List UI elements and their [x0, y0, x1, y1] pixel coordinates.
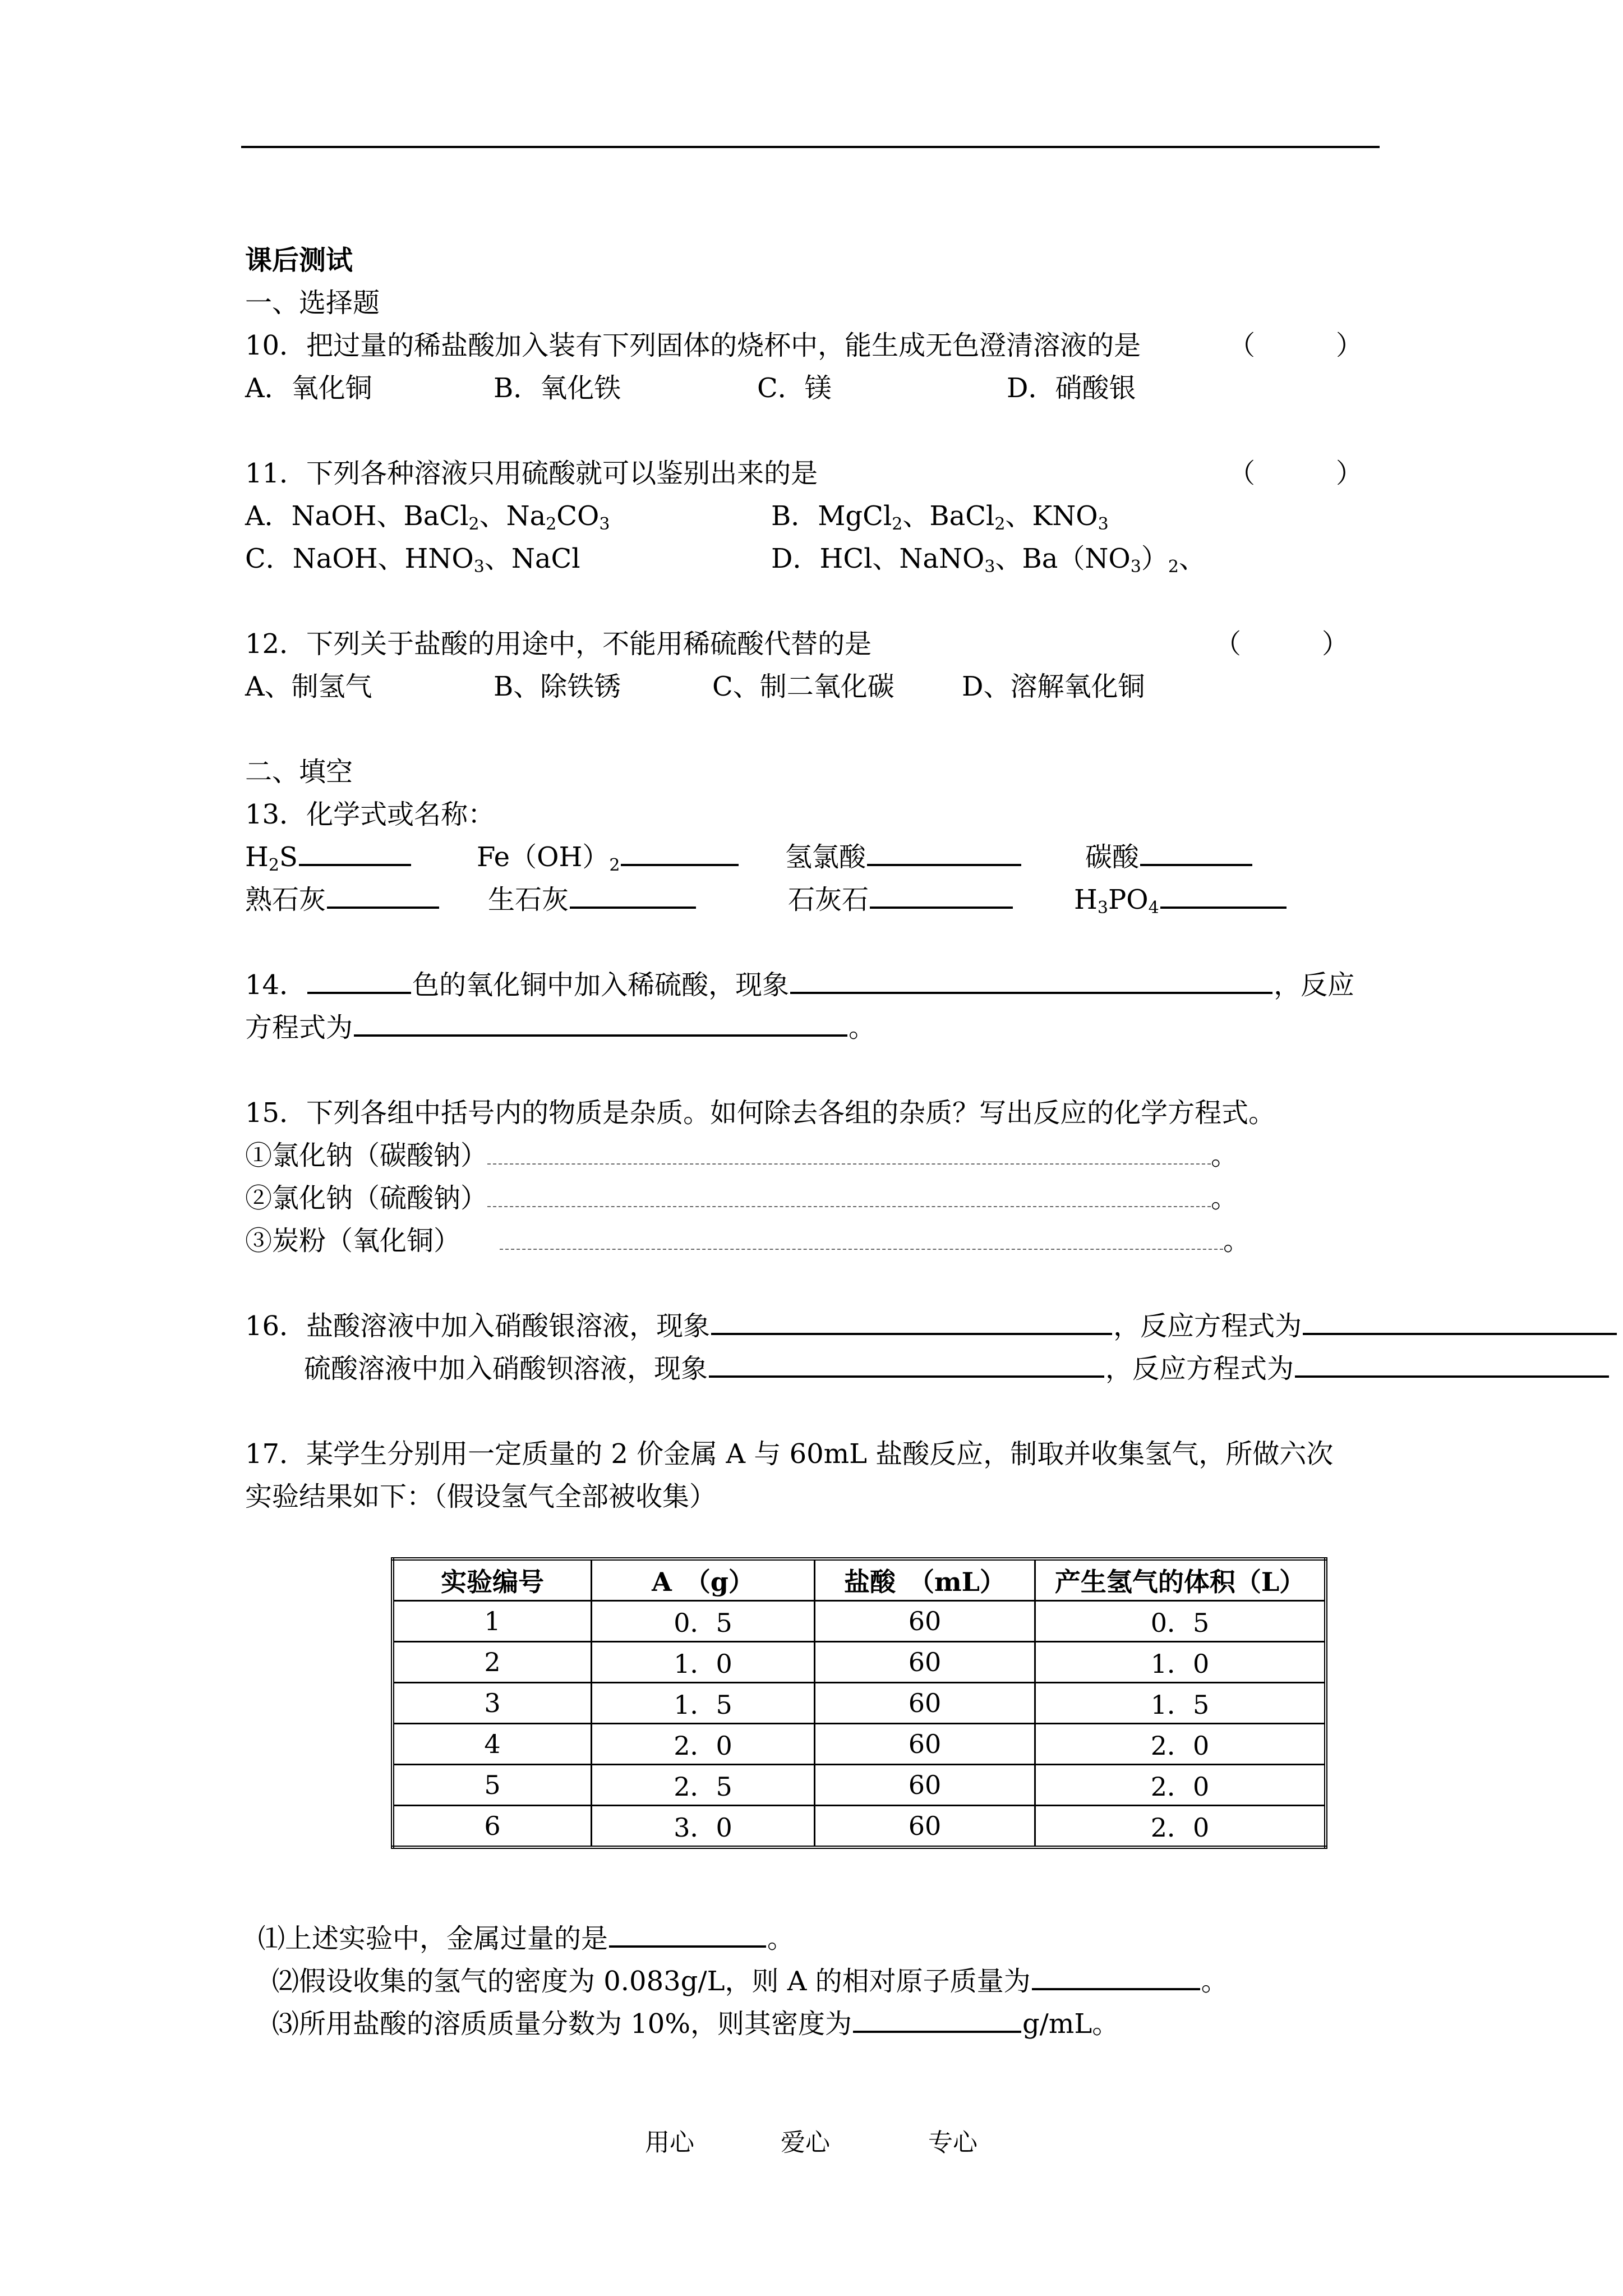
column-header: A （g） [592, 1559, 815, 1601]
question-12-answer-paren: （ ） [1214, 628, 1349, 660]
q11-option-b: B．MgCl$_2$、BaCl$_2$、$KNO_3$ [771, 500, 1109, 534]
q15-item-3: ③炭粉（氧化铜） 。 [245, 1225, 1251, 1257]
answer-blank[interactable] [327, 884, 439, 909]
question-17-line1: 17．某学生分别用一定质量的 2 价金属 A 与 60mL 盐酸反应，制取并收集氢气，所做六次 [245, 1438, 1334, 1470]
table-cell: 0．5 [592, 1601, 815, 1642]
question-17-line2: 实验结果如下：（假设氢气全部被收集） [245, 1481, 717, 1512]
q11-option-d: D．HCl、NaNO$_3$、$Ba(NO_3)_2$、 [771, 543, 1206, 577]
table-cell: 2．0 [1035, 1806, 1326, 1848]
table-row [393, 1724, 1326, 1765]
table-cell: 2．0 [592, 1724, 815, 1765]
table-row [393, 1642, 1326, 1683]
answer-blank[interactable] [870, 884, 1013, 909]
answer-dash-line[interactable] [487, 1144, 1211, 1165]
q13-item-h2co3: 碳酸 [1085, 839, 1253, 875]
table-cell: 2 [393, 1642, 592, 1683]
q12-option-a: A、制氢气 [245, 671, 372, 702]
q13-item-ca-oh: 熟石灰 [245, 882, 440, 918]
header-rule [241, 146, 1380, 148]
question-16-line1: 16．盐酸溶液中加入硝酸银溶液，现象 ，反应方程式为 [245, 1308, 1618, 1344]
table-cell: 5 [393, 1765, 592, 1806]
question-11-answer-paren: （ ） [1228, 458, 1363, 489]
q11-option-c: C．NaOH、$HNO_3$、NaCl [245, 543, 580, 577]
answer-dash-line[interactable] [487, 1187, 1211, 1207]
table-cell: 4 [393, 1724, 592, 1765]
answer-blank[interactable] [570, 884, 696, 909]
q15-item-2: ②氯化钠（硫酸钠） 。 [245, 1182, 1238, 1214]
q11-option-a: A．NaOH、BaCl$_2$、$Na_2CO_3$ [245, 500, 610, 534]
q17-subquestion-2: ⑵假设收集的氢气的密度为 0.083g/L，则 A 的相对原子质量为 。 [272, 1966, 1228, 1997]
table-row [393, 1765, 1326, 1806]
q13-item-hcl: 氢氯酸 [785, 839, 1022, 875]
q12-option-b: B、除铁锈 [494, 671, 621, 702]
answer-blank[interactable] [1160, 884, 1287, 909]
footer-text: 爱心 [781, 2128, 830, 2157]
column-header: 实验编号 [393, 1559, 592, 1601]
section-heading-fill: 二、填空 [245, 756, 353, 788]
column-header: 盐酸 （mL） [815, 1559, 1035, 1601]
table-cell: 60 [815, 1642, 1035, 1683]
answer-blank[interactable] [609, 1923, 766, 1948]
q10-option-a: A．氧化铜 [245, 372, 372, 404]
table-cell: 6 [393, 1806, 592, 1848]
q13-item-caco3: 石灰石 [788, 882, 1014, 918]
table-cell: 3．0 [592, 1806, 815, 1848]
q12-option-d: D、溶解氧化铜 [962, 671, 1145, 702]
question-11-stem: 11．下列各种溶液只用硫酸就可以鉴别出来的是 [245, 458, 818, 489]
answer-blank[interactable] [307, 969, 411, 994]
q10-option-d: D．硝酸银 [1007, 372, 1136, 404]
answer-blank[interactable] [711, 1310, 1112, 1335]
experiment-results-table [391, 1557, 1327, 1849]
answer-blank[interactable] [621, 841, 739, 866]
question-12-stem: 12．下列关于盐酸的用途中，不能用稀硫酸代替的是 [245, 628, 872, 660]
answer-dash-line[interactable] [500, 1230, 1223, 1250]
footer-text: 专心 [928, 2128, 978, 2157]
answer-blank[interactable] [709, 1353, 1104, 1378]
q10-option-b: B．氧化铁 [494, 372, 621, 404]
answer-blank[interactable] [867, 841, 1021, 866]
answer-blank[interactable] [1303, 1310, 1617, 1335]
column-header: 产生氢气的体积（L） [1035, 1559, 1326, 1601]
question-10-stem: 10．把过量的稀盐酸加入装有下列固体的烧杯中，能生成无色澄清溶液的是 [245, 330, 1141, 361]
q17-subquestion-1: ⑴上述实验中，金属过量的是 。 [258, 1923, 795, 1954]
table-cell: 1．5 [1035, 1683, 1326, 1724]
section-heading-choice: 一、选择题 [245, 287, 380, 319]
table-cell: 2．5 [592, 1765, 815, 1806]
answer-blank[interactable] [1295, 1353, 1609, 1378]
question-10-answer-paren: （ ） [1228, 330, 1363, 361]
table-cell: 1 [393, 1601, 592, 1642]
question-13-stem: 13．化学式或名称： [245, 799, 495, 830]
q13-item-feoh2: $Fe(OH)_2$ [477, 839, 740, 875]
q13-item-h2s: $H_2S$ [245, 839, 412, 875]
table-row [393, 1601, 1326, 1642]
answer-blank[interactable] [1140, 841, 1252, 866]
question-14-line1: 14． 色的氧化铜中加入稀硫酸，现象 ，反应 [245, 969, 1355, 1001]
q13-item-h3po4: $H_3PO_4$ [1074, 882, 1288, 918]
table-cell: 60 [815, 1724, 1035, 1765]
question-16-line2: 硫酸溶液中加入硝酸钡溶液，现象 ，反应方程式为 [304, 1351, 1610, 1387]
q15-item-1: ①氯化钠（碳酸钠） 。 [245, 1140, 1238, 1171]
answer-blank[interactable] [790, 969, 1272, 994]
answer-blank[interactable] [1032, 1966, 1200, 1990]
table-cell: 60 [815, 1765, 1035, 1806]
table-cell: 1．0 [1035, 1642, 1326, 1683]
answer-blank[interactable] [299, 841, 411, 866]
q17-subquestion-3: ⑶所用盐酸的溶质质量分数为 10%，则其密度为 g/mL。 [272, 2008, 1119, 2040]
table-cell: 3 [393, 1683, 592, 1724]
table-cell: 0．5 [1035, 1601, 1326, 1642]
footer-text: 用心 [645, 2128, 694, 2157]
table-header-row [393, 1559, 1326, 1601]
table-row [393, 1806, 1326, 1848]
table-cell: 2．0 [1035, 1724, 1326, 1765]
table-cell: 60 [815, 1806, 1035, 1848]
table-cell: 60 [815, 1601, 1035, 1642]
q10-option-c: C．镁 [757, 372, 832, 404]
answer-blank[interactable] [354, 1012, 847, 1037]
q13-item-cao: 生石灰 [488, 882, 697, 918]
answer-blank[interactable] [853, 2008, 1021, 2033]
table-cell: 1．0 [592, 1642, 815, 1683]
question-14-line2: 方程式为 。 [245, 1012, 876, 1043]
table-cell: 1．5 [592, 1683, 815, 1724]
table-cell: 2．0 [1035, 1765, 1326, 1806]
table-cell: 60 [815, 1683, 1035, 1724]
question-15-stem: 15．下列各组中括号内的物质是杂质。如何除去各组的杂质？写出反应的化学方程式。 [245, 1097, 1276, 1129]
q12-option-c: C、制二氧化碳 [712, 671, 895, 702]
table-row [393, 1683, 1326, 1724]
page-title: 课后测试 [245, 245, 353, 276]
